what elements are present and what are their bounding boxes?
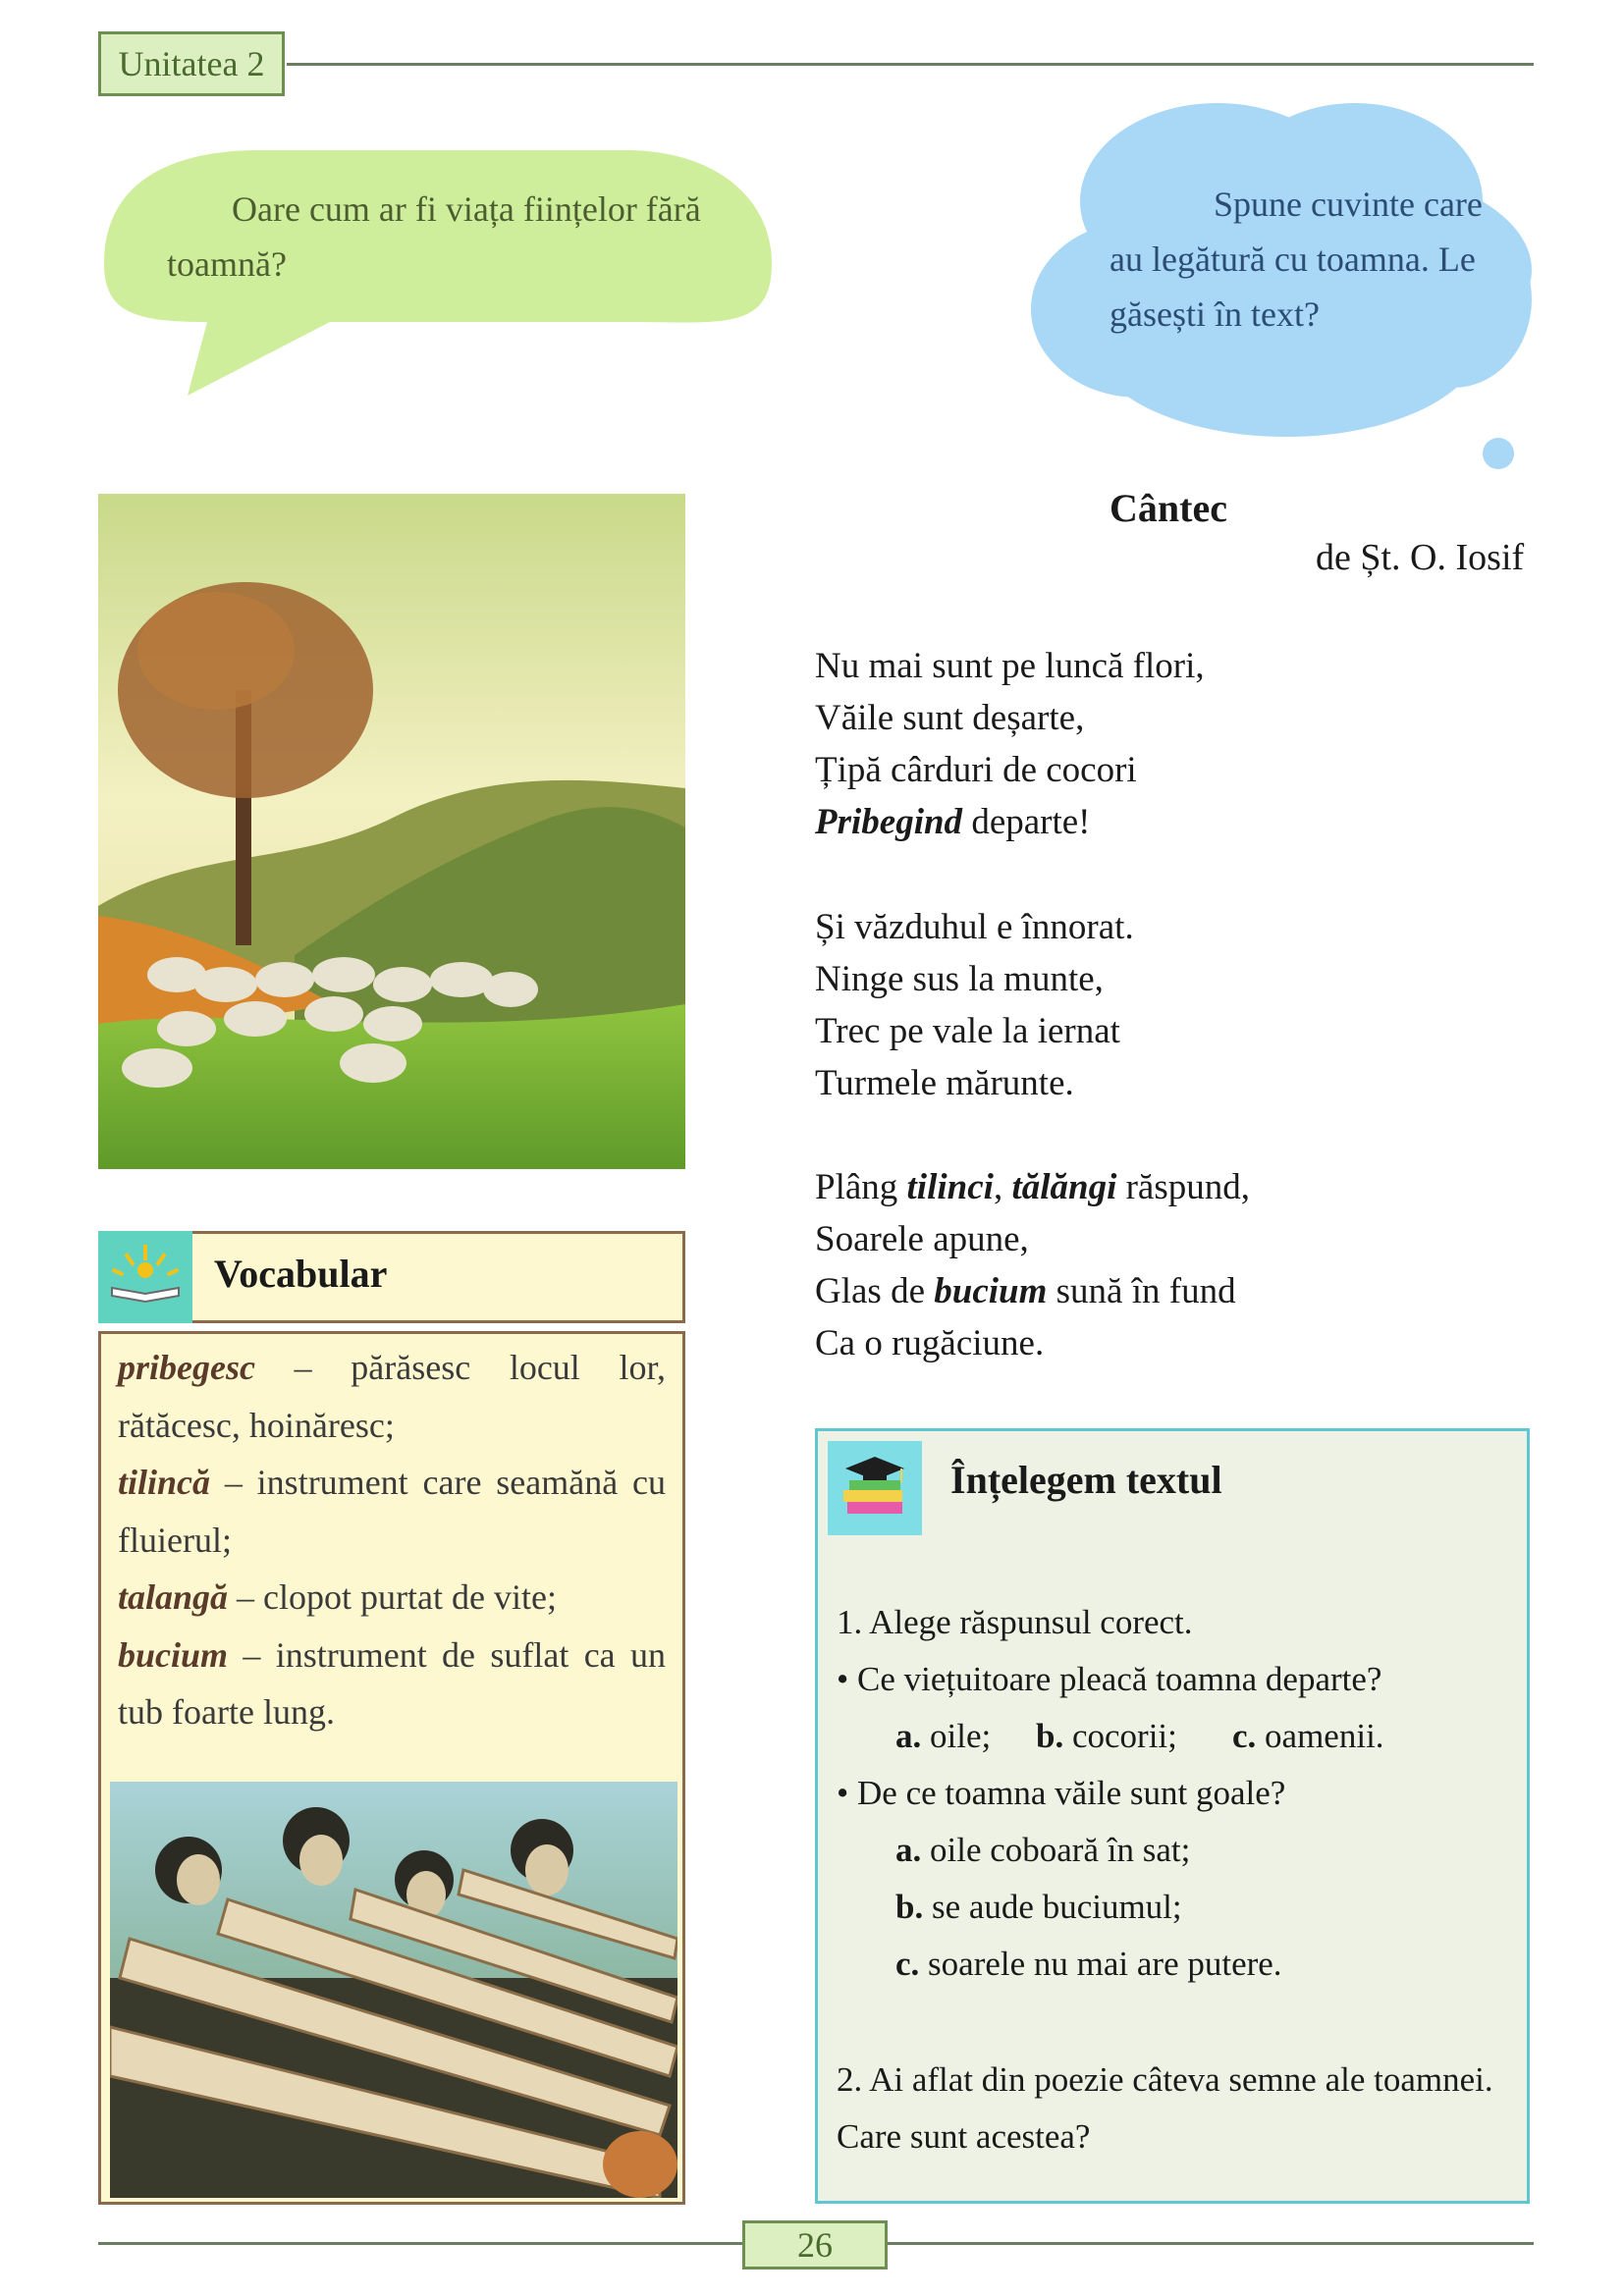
- unit-label: Unitatea 2: [98, 31, 285, 96]
- bucium-players-image: [110, 1782, 677, 2198]
- question-1a: • Ce viețuitoare pleacă toamna departe?: [837, 1660, 1382, 1698]
- vocabulary-list: [118, 1339, 666, 1741]
- poem-stanza-2: [815, 901, 1522, 1109]
- poem-line: Văile sunt deșarte,: [815, 698, 1085, 738]
- answer-option[interactable]: c. oamenii.: [1232, 1717, 1384, 1755]
- poem-line-text: ,: [993, 1167, 1012, 1207]
- answer-option[interactable]: a. oile;: [895, 1717, 992, 1755]
- books-graduation-cap-icon: [828, 1441, 922, 1535]
- vocabulary-entry: bucium – instrument de suflat ca un tub foarte lung.: [118, 1634, 666, 1732]
- page-number: 26: [742, 2220, 888, 2269]
- poem-line: Soarele apune,: [815, 1219, 1029, 1259]
- question-1b-options: [895, 1822, 1504, 1993]
- answer-option[interactable]: b. cocorii;: [1036, 1717, 1177, 1755]
- vocabulary-title: Vocabular: [214, 1252, 388, 1296]
- poem-author: de Șt. O. Iosif: [1316, 537, 1525, 578]
- poem-line: Țipă cârduri de cocori: [815, 750, 1137, 790]
- poem-title: Cântec: [1110, 486, 1227, 530]
- question-1: 1. Alege răspunsul corect.: [837, 1603, 1193, 1641]
- comprehension-title: Înțelegem textul: [950, 1458, 1222, 1502]
- answer-option[interactable]: c. soarele nu mai are putere.: [895, 1945, 1282, 1983]
- poem-line: [815, 1265, 1522, 1317]
- highlighted-word: bucium: [934, 1271, 1048, 1311]
- poem-line: Nu mai sunt pe luncă flori,: [815, 646, 1205, 686]
- poem-line: Ca o rugăciune.: [815, 1323, 1045, 1363]
- autumn-landscape-image: [98, 494, 685, 1169]
- poem-line-text: răspund,: [1116, 1167, 1251, 1207]
- vocabulary-entry: pribegesc – părăsesc locul lor, rătăcesc, hoinăresc;: [118, 1348, 666, 1445]
- poem-line: Trec pe vale la iernat: [815, 1011, 1120, 1051]
- poem-stanza-1: [815, 640, 1522, 848]
- highlighted-word: Pribegind: [815, 802, 963, 842]
- vocabulary-book-icon: [98, 1231, 192, 1323]
- question-2: 2. Ai aflat din poezie câteva semne ale toamnei. Care sunt acestea?: [837, 2060, 1493, 2156]
- cloud-question: Spune cuvinte care au legătură cu toamna. Le găsești în text?: [1110, 185, 1483, 334]
- highlighted-word: tilinci: [906, 1167, 994, 1207]
- poem-line-text: sună în fund: [1047, 1271, 1236, 1311]
- poem-line: Turmele mărunte.: [815, 1063, 1074, 1103]
- poem-line: Și văzduhul e înnorat.: [815, 907, 1134, 947]
- answer-option[interactable]: b. se aude buciumul;: [895, 1888, 1182, 1926]
- poem-line: [815, 796, 1522, 848]
- poem-stanza-3: [815, 1161, 1522, 1369]
- poem-line-text: Plâng: [815, 1167, 907, 1207]
- header-divider: [287, 63, 1534, 66]
- poem-line: Ninge sus la munte,: [815, 959, 1104, 999]
- vocabulary-entry: tilincă – instrument care seamănă cu fluierul;: [118, 1463, 666, 1560]
- vocabulary-entry: talangă – clopot purtat de vite;: [118, 1577, 557, 1617]
- poem-line: [815, 1161, 1522, 1213]
- question-1b: • De ce toamna văile sunt goale?: [837, 1774, 1286, 1812]
- poem-line-text: Glas de: [815, 1271, 935, 1311]
- highlighted-word: tălăngi: [1011, 1167, 1117, 1207]
- question-1a-options: [895, 1708, 1504, 1765]
- bubble-question: Oare cum ar fi viața ființelor fără toamnă?: [167, 189, 701, 284]
- poem-line-text: departe!: [962, 802, 1091, 842]
- answer-option[interactable]: a. oile coboară în sat;: [895, 1831, 1191, 1869]
